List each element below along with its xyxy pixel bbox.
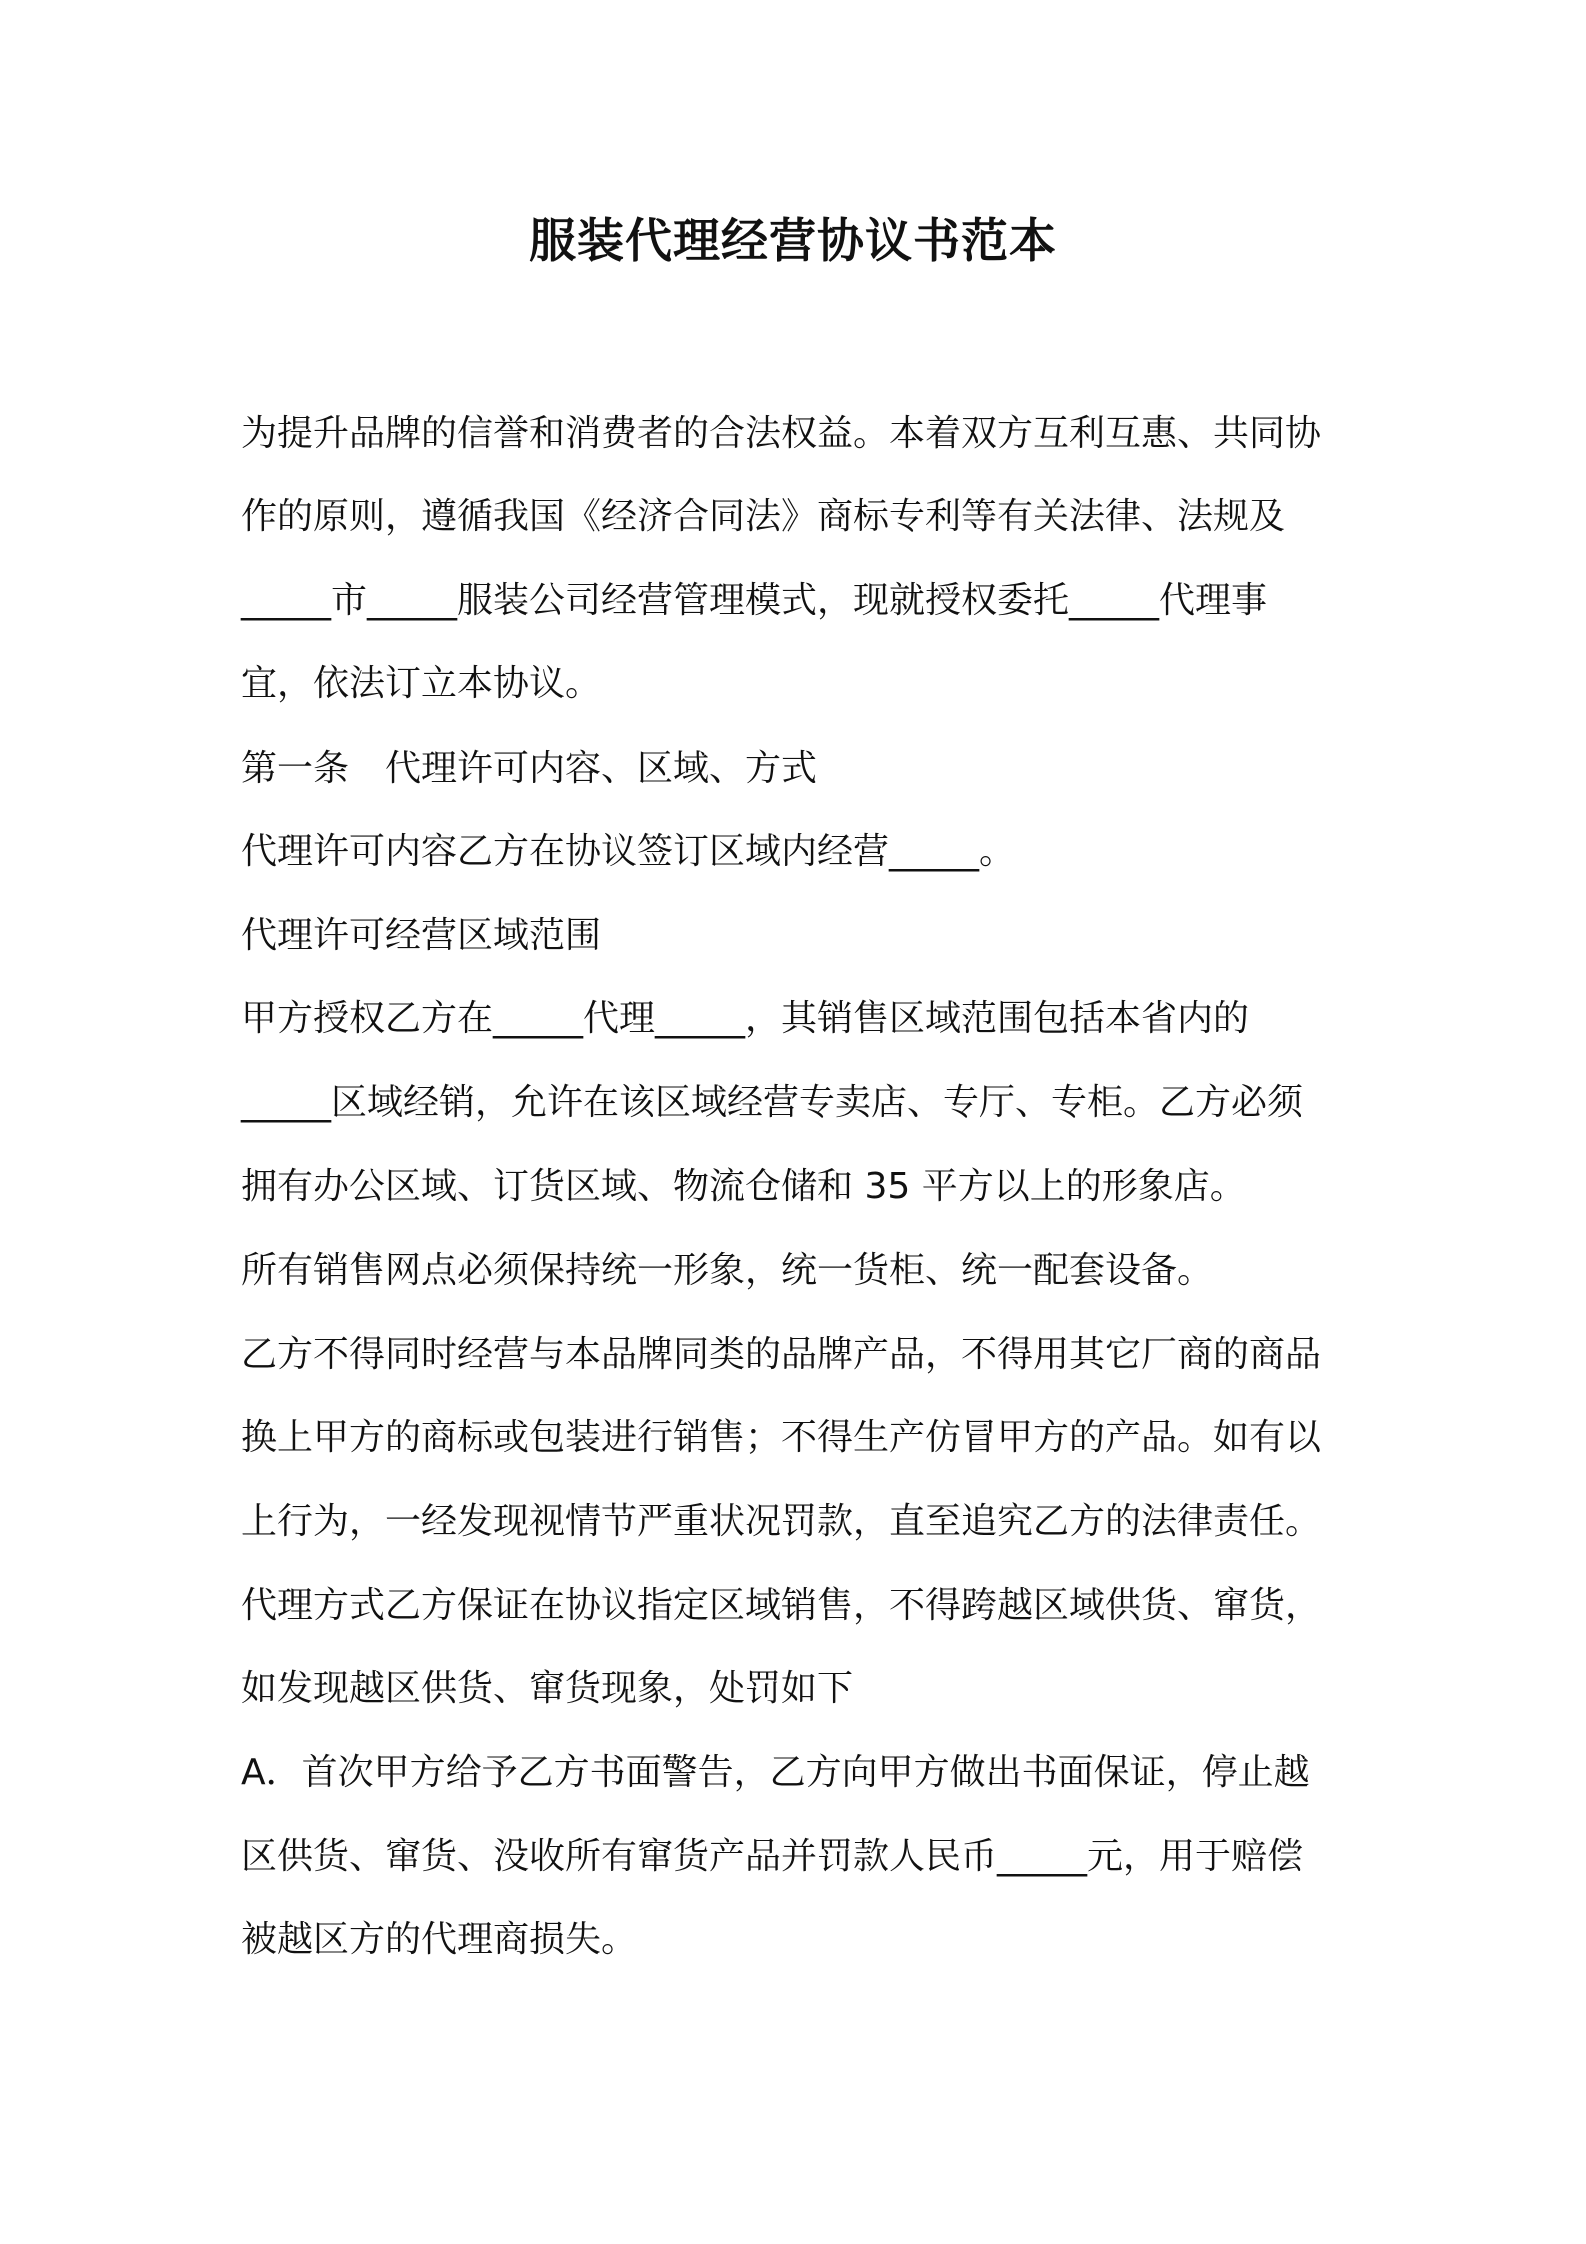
paragraph-line: 宜，依法订立本协议。 (241, 663, 602, 704)
paragraph-line: 被越区方的代理商损失。 (241, 1919, 638, 1960)
paragraph-line: 作的原则，遵循我国《经济合同法》商标专利等有关法律、法规及 (241, 496, 1286, 537)
paragraph-line: 甲方授权乙方在_____代理_____，其销售区域范围包括本省内的 (241, 998, 1250, 1039)
paragraph-line: 如发现越区供货、窜货现象，处罚如下 (241, 1668, 854, 1709)
paragraph-line: A．首次甲方给予乙方书面警告，乙方向甲方做出书面保证，停止越 (241, 1752, 1310, 1793)
paragraph-line: 代理方式乙方保证在协议指定区域销售，不得跨越区域供货、窜货， (241, 1585, 1322, 1626)
paragraph-line: 拥有办公区域、订货区域、物流仓储和 35 平方以上的形象店。 (241, 1166, 1246, 1207)
paragraph-line: _____区域经销，允许在该区域经营专卖店、专厅、专柜。乙方必须 (241, 1082, 1304, 1123)
paragraph-line: 为提升品牌的信誉和消费者的合法权益。本着双方互利互惠、共同协 (241, 413, 1322, 454)
paragraph-line: 换上甲方的商标或包装进行销售；不得生产仿冒甲方的产品。如有以 (241, 1417, 1322, 1458)
paragraph-line: _____市_____服装公司经营管理模式，现就授权委托_____代理事 (241, 580, 1268, 621)
section-heading: 第一条 代理许可内容、区域、方式 (241, 748, 818, 789)
paragraph-line: 所有销售网点必须保持统一形象，统一货柜、统一配套设备。 (241, 1250, 1214, 1291)
document-title: 服装代理经营协议书范本 (529, 214, 1057, 269)
paragraph-line: 上行为，一经发现视情节严重状况罚款，直至追究乙方的法律责任。 (241, 1501, 1322, 1542)
paragraph-line: 乙方不得同时经营与本品牌同类的品牌产品，不得用其它厂商的商品 (241, 1334, 1322, 1375)
paragraph-line: 代理许可内容乙方在协议签订区域内经营_____。 (241, 831, 1016, 872)
paragraph-line: 代理许可经营区域范围 (241, 915, 602, 956)
paragraph-line: 区供货、窜货、没收所有窜货产品并罚款人民币_____元，用于赔偿 (241, 1836, 1304, 1877)
